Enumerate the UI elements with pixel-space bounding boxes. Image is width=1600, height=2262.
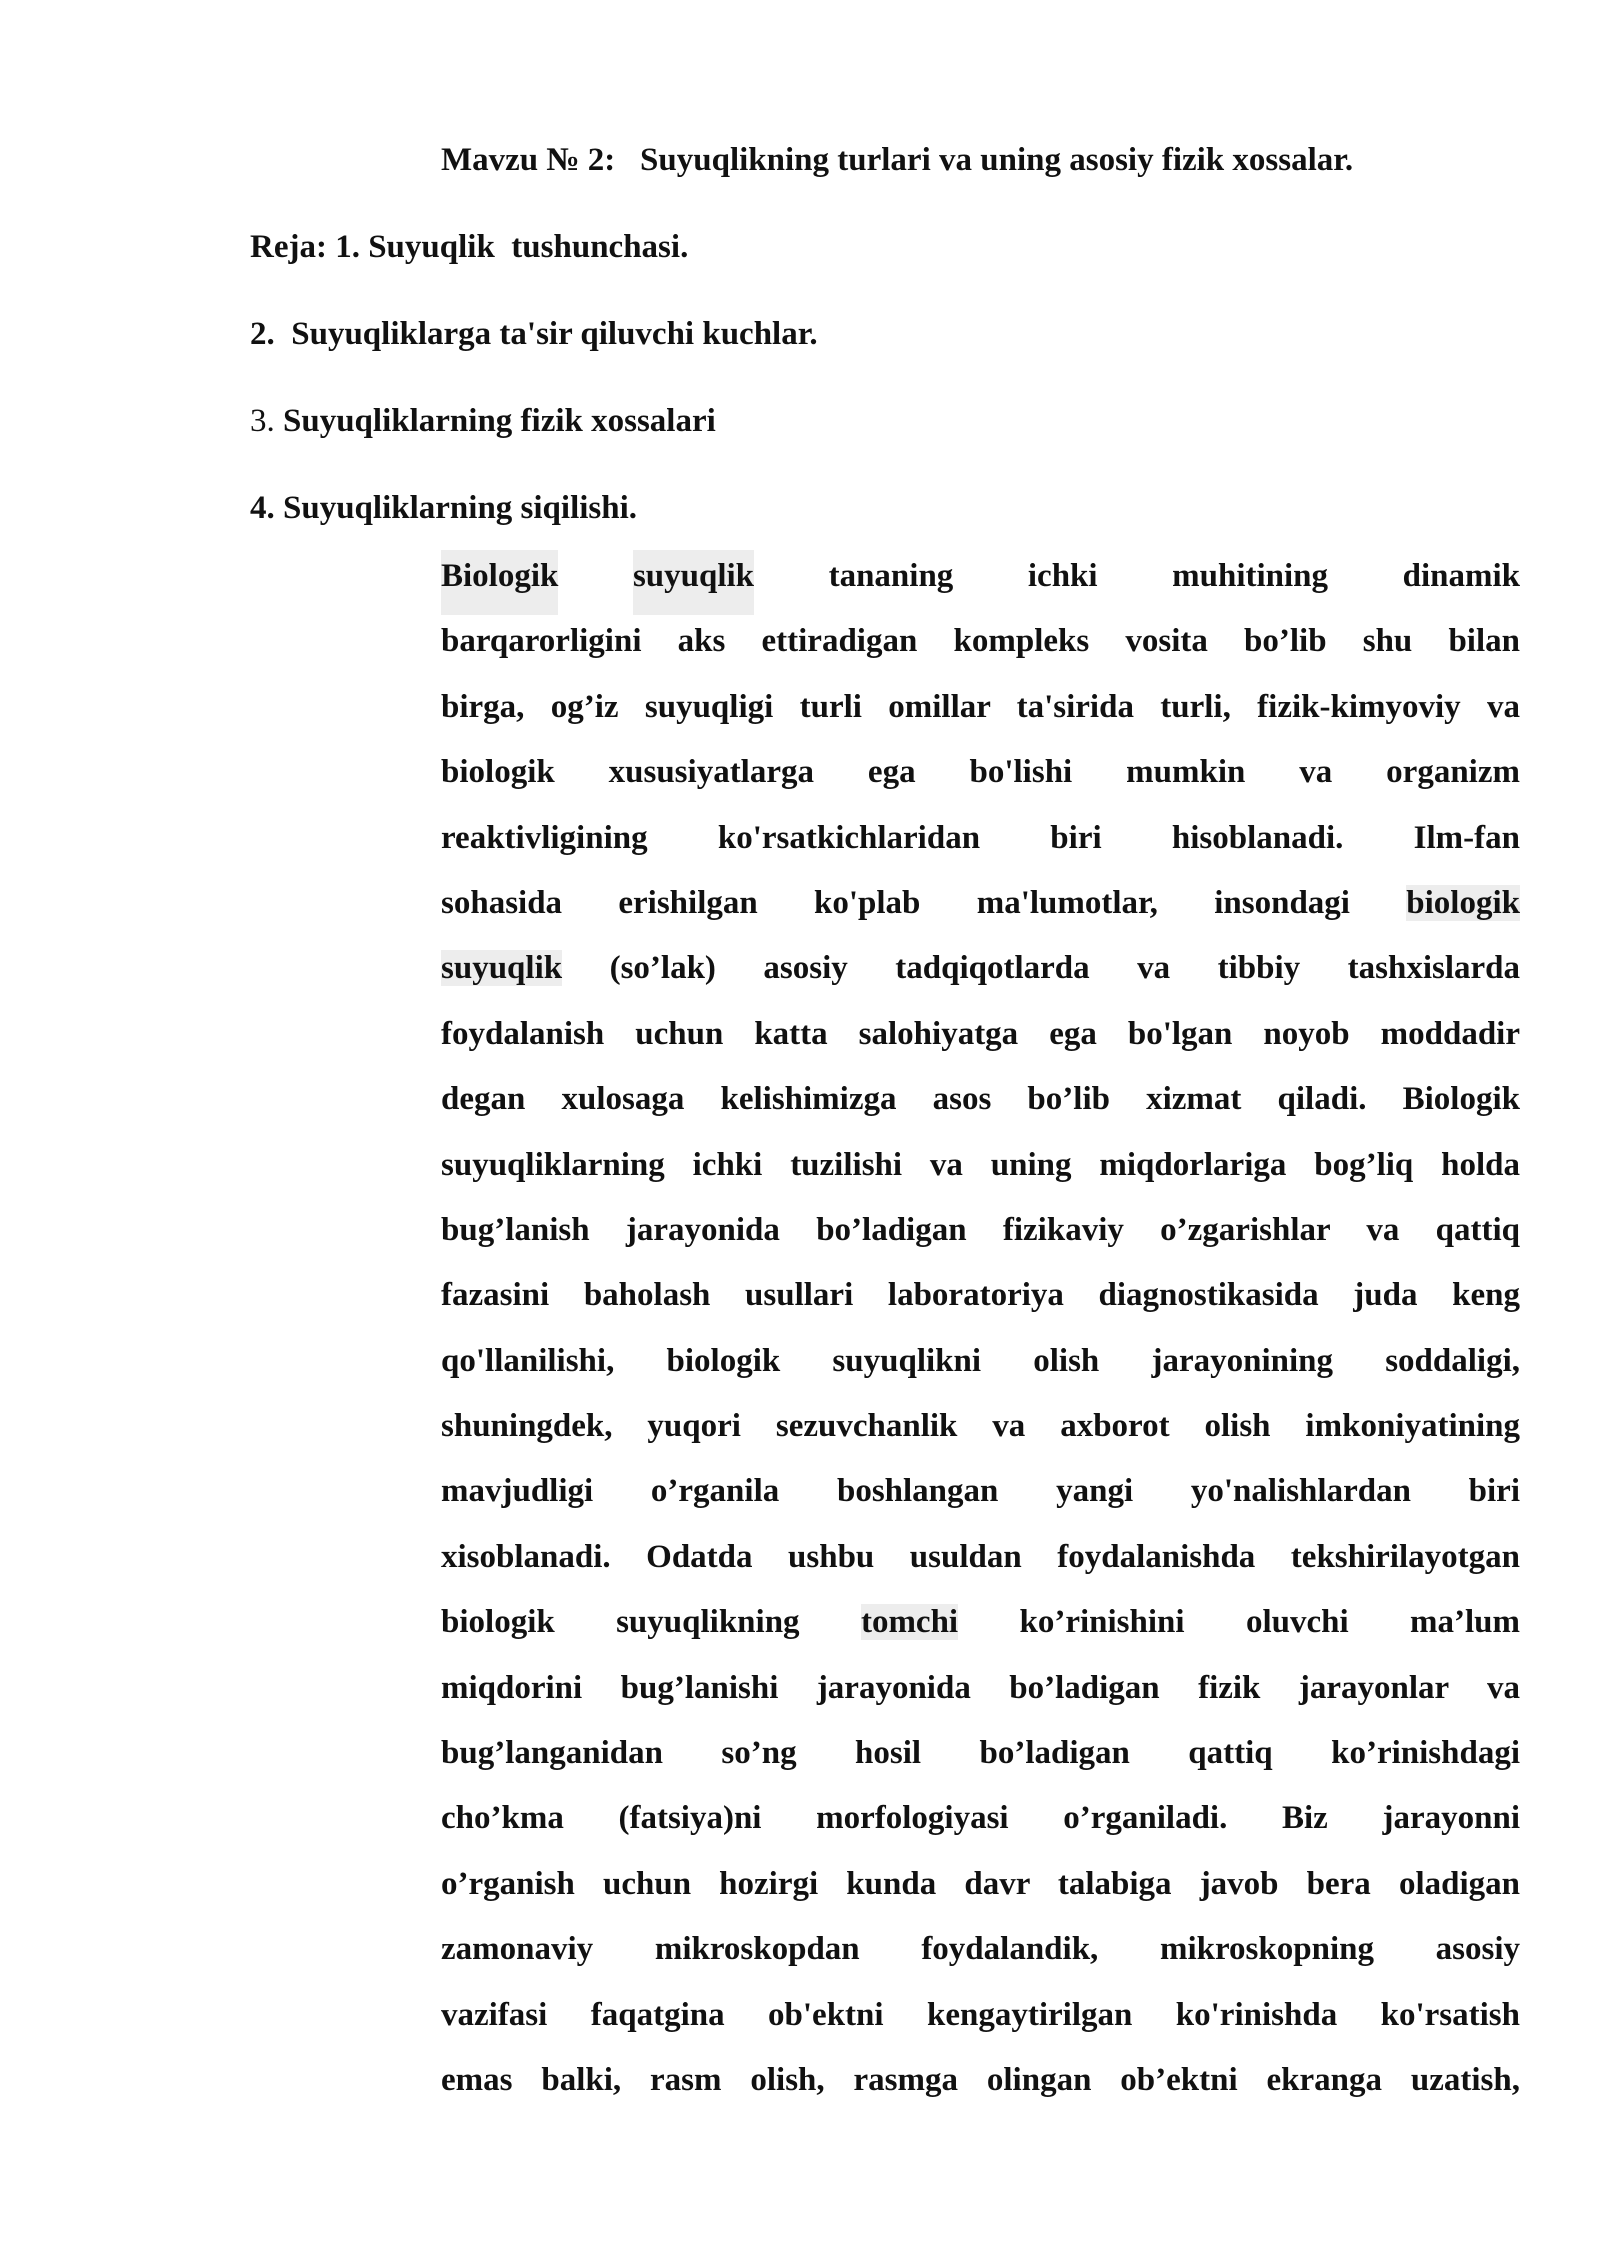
paragraph-line-5: reaktivligining ko'rsatkichlaridan biri hisoblanadi. Ilm-fan	[441, 819, 1520, 856]
paragraph-line-17	[441, 1596, 1520, 1661]
plan-item-2: 2. Suyuqliklarga ta'sir qiluvchi kuchlar.	[250, 316, 818, 352]
word: muhitining	[1172, 558, 1329, 594]
paragraph-line-20: cho’kma (fatsiya)ni morfologiyasi o’rganiladi. Biz jarayonni	[441, 1800, 1520, 1837]
highlighted-term: tomchi	[860, 1604, 959, 1641]
paragraph-line-19: bug’langanidan so’ng hosil bo’ladigan qattiq ko’rinishdagi	[441, 1735, 1520, 1772]
paragraph-line-24: emas balki, rasm olish, rasmga olingan ob’ektni ekranga uzatish,	[441, 2061, 1520, 2098]
paragraph-line-9: degan xulosaga kelishimizga asos bo’lib xizmat qiladi. Biologik	[441, 1081, 1520, 1118]
line-text: biologik suyuqlikning	[441, 1604, 800, 1641]
word: dinamik	[1402, 558, 1520, 594]
paragraph-line-12: fazasini baholash usullari laboratoriya diagnostikasida juda keng	[441, 1277, 1520, 1314]
paragraph-line-14: shuningdek, yuqori sezuvchanlik va axborot olish imkoniyatining	[441, 1408, 1520, 1445]
line-text: ko’rinishini oluvchi ma’lum	[1019, 1604, 1520, 1641]
plan-item-4: 4. Suyuqliklarning siqilishi.	[250, 490, 638, 526]
paragraph-line-21: o’rganish uchun hozirgi kunda davr talabiga javob bera oladigan	[441, 1865, 1520, 1902]
paragraph-line-4: biologik xususiyatlarga ega bo'lishi mumkin va organizm	[441, 754, 1520, 791]
paragraph-line-6	[441, 877, 1520, 942]
paragraph-line-11: bug’lanish jarayonida bo’ladigan fizikaviy o’zgarishlar va qattiq	[441, 1211, 1520, 1248]
word: ichki	[1027, 558, 1098, 594]
paragraph-line-16: xisoblanadi. Odatda ushbu usuldan foydalanishda tekshirilayotgan	[441, 1538, 1520, 1575]
plan-item-3-text: Suyuqliklarning fizik xossalari	[283, 403, 716, 439]
paragraph-line-1	[441, 550, 1520, 615]
highlighted-term: Biologik	[441, 550, 558, 615]
paragraph-line-15: mavjudligi o’rganila boshlangan yangi yo'nalishlardan biri	[441, 1473, 1520, 1510]
highlighted-term: suyuqlik	[441, 950, 563, 987]
paragraph-line-10: suyuqliklarning ichki tuzilishi va uning miqdorlariga bog’liq holda	[441, 1146, 1520, 1183]
paragraph-line-3: birga, og’iz suyuqligi turli omillar ta'sirida turli, fizik-kimyoviy va	[441, 688, 1520, 725]
line-text: (so’lak) asosiy tadqiqotlarda va tibbiy tashxislarda	[609, 950, 1520, 987]
page-title: Mavzu № 2: Suyuqlikning turlari va uning asosiy fizik xossalar.	[441, 142, 1354, 178]
paragraph-line-7	[441, 942, 1520, 1007]
paragraph-line-8: foydalanish uchun katta salohiyatga ega bo'lgan noyob moddadir	[441, 1015, 1520, 1052]
paragraph-line-18: miqdorini bug’lanishi jarayonida bo’ladigan fizik jarayonlar va	[441, 1669, 1520, 1706]
paragraph-line-22: zamonaviy mikroskopdan foydalandik, mikroskopning asosiy	[441, 1931, 1520, 1968]
paragraph-line-13: qo'llanilishi, biologik suyuqlikni olish jarayonining soddaligi,	[441, 1342, 1520, 1379]
word: tananing	[828, 558, 954, 594]
body-paragraph	[441, 550, 1520, 2119]
plan-item-3-number: 3.	[250, 403, 283, 439]
line-text: sohasida erishilgan ko'plab ma'lumotlar, insondagi	[441, 884, 1350, 921]
paragraph-line-2: barqarorligini aks ettiradigan kompleks vosita bo’lib shu bilan	[441, 623, 1520, 660]
plan-item-1: Reja: 1. Suyuqlik tushunchasi.	[250, 229, 689, 265]
highlighted-term: suyuqlik	[633, 550, 754, 615]
paragraph-line-23: vazifasi faqatgina ob'ektni kengaytirilgan ko'rinishda ko'rsatish	[441, 1996, 1520, 2033]
plan-item-3	[250, 403, 716, 440]
highlighted-term: biologik	[1406, 884, 1520, 921]
